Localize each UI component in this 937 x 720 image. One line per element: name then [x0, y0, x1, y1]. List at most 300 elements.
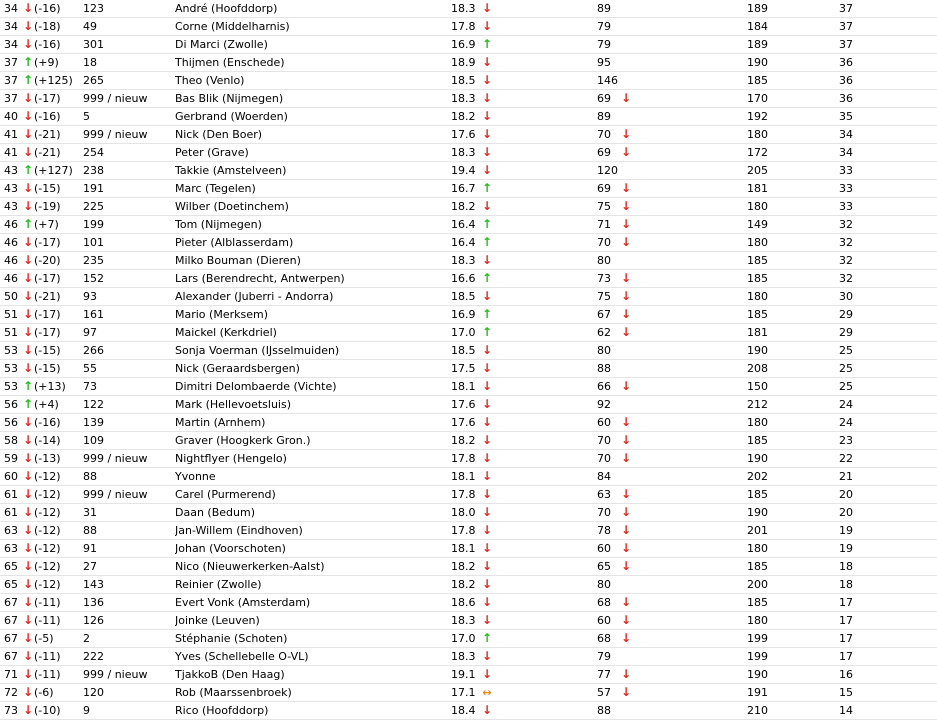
rank-position: 53	[4, 342, 22, 360]
arrow-down-icon: ↓	[23, 361, 34, 375]
previous-rank: 122	[83, 396, 175, 414]
arrow-up-icon: ↑	[482, 235, 493, 249]
stat-value: 67	[597, 306, 621, 324]
stat-value: 60	[597, 612, 621, 630]
table-row	[0, 144, 937, 162]
score-value: 18.2	[451, 432, 482, 450]
previous-rank: 31	[83, 504, 175, 522]
rank-change: (-16)	[34, 0, 83, 18]
arrow-up-icon: ↑	[482, 307, 493, 321]
table-row	[0, 108, 937, 126]
rank-trend	[22, 162, 34, 180]
arrow-down-icon: ↓	[23, 289, 34, 303]
player-name: Nick (Den Boer)	[175, 126, 451, 144]
score-value: 17.8	[451, 486, 482, 504]
arrow-down-icon: ↓	[482, 541, 493, 555]
score-trend	[482, 450, 597, 468]
player-name: Joinke (Leuven)	[175, 612, 451, 630]
arrow-down-icon: ↓	[482, 289, 493, 303]
table-row	[0, 90, 937, 108]
rank-change: (-14)	[34, 432, 83, 450]
rank-change: (-20)	[34, 252, 83, 270]
score-value: 18.3	[451, 0, 482, 18]
stat-trend	[621, 306, 747, 324]
points-value: 37	[839, 36, 937, 54]
stat-value: 77	[597, 666, 621, 684]
stat-value: 75	[597, 198, 621, 216]
score-trend	[482, 342, 597, 360]
arrow-down-icon: ↓	[23, 1, 34, 15]
score-trend	[482, 126, 597, 144]
height-value: 180	[747, 612, 839, 630]
score-value: 18.9	[451, 54, 482, 72]
height-value: 185	[747, 252, 839, 270]
score-value: 17.8	[451, 522, 482, 540]
table-row	[0, 486, 937, 504]
previous-rank: 999 / nieuw	[83, 450, 175, 468]
arrow-down-icon: ↓	[23, 415, 34, 429]
stat-trend	[621, 0, 747, 18]
height-value: 185	[747, 306, 839, 324]
points-value: 17	[839, 594, 937, 612]
table-row	[0, 342, 937, 360]
player-name: Corne (Middelharnis)	[175, 18, 451, 36]
arrow-down-icon: ↓	[621, 433, 632, 447]
rank-position: 46	[4, 252, 22, 270]
player-name: Takkie (Amstelveen)	[175, 162, 451, 180]
rank-position: 51	[4, 306, 22, 324]
previous-rank: 254	[83, 144, 175, 162]
rank-position: 43	[4, 162, 22, 180]
stat-value: 60	[597, 540, 621, 558]
arrow-down-icon: ↓	[482, 109, 493, 123]
arrow-down-icon: ↓	[621, 289, 632, 303]
rank-change: (-17)	[34, 324, 83, 342]
rank-change: (-21)	[34, 126, 83, 144]
score-value: 18.5	[451, 288, 482, 306]
player-name: Sonja Voerman (IJsselmuiden)	[175, 342, 451, 360]
rank-change: (+127)	[34, 162, 83, 180]
previous-rank: 93	[83, 288, 175, 306]
arrow-down-icon: ↓	[23, 271, 34, 285]
rank-change: (-12)	[34, 558, 83, 576]
arrow-down-icon: ↓	[482, 487, 493, 501]
points-value: 36	[839, 72, 937, 90]
player-name: André (Hoofddorp)	[175, 0, 451, 18]
table-row	[0, 198, 937, 216]
rank-trend	[22, 324, 34, 342]
arrow-down-icon: ↓	[482, 199, 493, 213]
score-trend	[482, 522, 597, 540]
previous-rank: 235	[83, 252, 175, 270]
rank-trend	[22, 378, 34, 396]
rank-trend	[22, 594, 34, 612]
points-value: 34	[839, 144, 937, 162]
score-trend	[482, 288, 597, 306]
arrow-down-icon: ↓	[621, 307, 632, 321]
previous-rank: 126	[83, 612, 175, 630]
arrow-down-icon: ↓	[621, 613, 632, 627]
rank-position: 65	[4, 558, 22, 576]
table-row	[0, 450, 937, 468]
table-row	[0, 540, 937, 558]
arrow-down-icon: ↓	[621, 91, 632, 105]
stat-value: 70	[597, 234, 621, 252]
previous-rank: 999 / nieuw	[83, 666, 175, 684]
arrow-down-icon: ↓	[23, 487, 34, 501]
arrow-down-icon: ↓	[482, 469, 493, 483]
rank-trend	[22, 450, 34, 468]
stat-trend	[621, 324, 747, 342]
score-trend	[482, 270, 597, 288]
rank-trend	[22, 684, 34, 702]
table-row	[0, 630, 937, 648]
arrow-down-icon: ↓	[621, 595, 632, 609]
table-row	[0, 252, 937, 270]
arrow-down-icon: ↓	[482, 145, 493, 159]
table-row	[0, 54, 937, 72]
table-row	[0, 594, 937, 612]
score-value: 17.8	[451, 18, 482, 36]
stat-value: 73	[597, 270, 621, 288]
player-name: Johan (Voorschoten)	[175, 540, 451, 558]
arrow-down-icon: ↓	[23, 91, 34, 105]
score-value: 17.6	[451, 126, 482, 144]
stat-value: 78	[597, 522, 621, 540]
rank-position: 60	[4, 468, 22, 486]
rank-trend	[22, 666, 34, 684]
previous-rank: 27	[83, 558, 175, 576]
stat-trend	[621, 576, 747, 594]
arrow-down-icon: ↓	[23, 703, 34, 717]
stat-trend	[621, 234, 747, 252]
arrow-down-icon: ↓	[23, 307, 34, 321]
height-value: 208	[747, 360, 839, 378]
rank-trend	[22, 288, 34, 306]
previous-rank: 152	[83, 270, 175, 288]
rank-change: (-15)	[34, 342, 83, 360]
arrow-down-icon: ↓	[23, 595, 34, 609]
stat-trend	[621, 702, 747, 720]
score-trend	[482, 504, 597, 522]
points-value: 32	[839, 216, 937, 234]
player-name: Pieter (Alblasserdam)	[175, 234, 451, 252]
rank-change: (-13)	[34, 450, 83, 468]
stat-value: 120	[597, 162, 621, 180]
previous-rank: 97	[83, 324, 175, 342]
score-trend	[482, 162, 597, 180]
arrow-down-icon: ↓	[23, 127, 34, 141]
player-name: Nico (Nieuwerkerken-Aalst)	[175, 558, 451, 576]
height-value: 190	[747, 504, 839, 522]
score-value: 17.0	[451, 630, 482, 648]
previous-rank: 999 / nieuw	[83, 126, 175, 144]
table-row	[0, 396, 937, 414]
rank-trend	[22, 54, 34, 72]
rank-trend	[22, 504, 34, 522]
score-value: 19.1	[451, 666, 482, 684]
rank-change: (-19)	[34, 198, 83, 216]
stat-trend	[621, 450, 747, 468]
rank-position: 61	[4, 504, 22, 522]
arrow-down-icon: ↓	[23, 253, 34, 267]
player-name: TjakkoB (Den Haag)	[175, 666, 451, 684]
arrow-up-icon: ↑	[482, 37, 493, 51]
score-trend	[482, 72, 597, 90]
rank-position: 53	[4, 360, 22, 378]
arrow-up-icon: ↑	[482, 181, 493, 195]
previous-rank: 123	[83, 0, 175, 18]
stat-value: 88	[597, 360, 621, 378]
stat-value: 70	[597, 450, 621, 468]
score-trend	[482, 414, 597, 432]
height-value: 170	[747, 90, 839, 108]
stat-value: 70	[597, 432, 621, 450]
points-value: 24	[839, 396, 937, 414]
previous-rank: 139	[83, 414, 175, 432]
arrow-down-icon: ↓	[621, 127, 632, 141]
points-value: 24	[839, 414, 937, 432]
arrow-down-icon: ↓	[23, 109, 34, 123]
rank-trend	[22, 216, 34, 234]
previous-rank: 191	[83, 180, 175, 198]
player-name: Yves (Schellebelle O-VL)	[175, 648, 451, 666]
arrow-down-icon: ↓	[482, 523, 493, 537]
stat-trend	[621, 54, 747, 72]
arrow-down-icon: ↓	[482, 163, 493, 177]
table-row	[0, 468, 937, 486]
stat-value: 79	[597, 36, 621, 54]
height-value: 172	[747, 144, 839, 162]
points-value: 22	[839, 450, 937, 468]
stat-trend	[621, 270, 747, 288]
player-name: Lars (Berendrecht, Antwerpen)	[175, 270, 451, 288]
stat-value: 68	[597, 594, 621, 612]
arrow-up-icon: ↑	[23, 397, 34, 411]
rank-trend	[22, 630, 34, 648]
rank-trend	[22, 360, 34, 378]
rank-position: 67	[4, 612, 22, 630]
player-name: Thijmen (Enschede)	[175, 54, 451, 72]
table-row	[0, 288, 937, 306]
player-name: Marc (Tegelen)	[175, 180, 451, 198]
stat-trend	[621, 648, 747, 666]
points-value: 30	[839, 288, 937, 306]
arrow-down-icon: ↓	[23, 469, 34, 483]
previous-rank: 18	[83, 54, 175, 72]
previous-rank: 238	[83, 162, 175, 180]
score-value: 16.6	[451, 270, 482, 288]
stat-value: 79	[597, 648, 621, 666]
stat-value: 63	[597, 486, 621, 504]
stat-value: 62	[597, 324, 621, 342]
arrow-down-icon: ↓	[621, 379, 632, 393]
arrow-up-icon: ↑	[23, 55, 34, 69]
stat-value: 80	[597, 576, 621, 594]
player-name: Theo (Venlo)	[175, 72, 451, 90]
score-trend	[482, 540, 597, 558]
arrow-down-icon: ↓	[482, 595, 493, 609]
arrow-down-icon: ↓	[621, 181, 632, 195]
player-name: Bas Blik (Nijmegen)	[175, 90, 451, 108]
table-row	[0, 378, 937, 396]
stat-trend	[621, 252, 747, 270]
rank-position: 56	[4, 396, 22, 414]
rank-position: 34	[4, 0, 22, 18]
score-value: 16.4	[451, 216, 482, 234]
score-trend	[482, 666, 597, 684]
rank-trend	[22, 72, 34, 90]
score-value: 17.6	[451, 396, 482, 414]
table-row	[0, 684, 937, 702]
previous-rank: 9	[83, 702, 175, 720]
height-value: 199	[747, 630, 839, 648]
points-value: 21	[839, 468, 937, 486]
stat-trend	[621, 90, 747, 108]
table-row	[0, 702, 937, 720]
height-value: 180	[747, 540, 839, 558]
height-value: 205	[747, 162, 839, 180]
stat-value: 84	[597, 468, 621, 486]
stat-trend	[621, 378, 747, 396]
stat-trend	[621, 414, 747, 432]
score-trend	[482, 396, 597, 414]
rank-trend	[22, 486, 34, 504]
arrow-down-icon: ↓	[621, 145, 632, 159]
rank-trend	[22, 306, 34, 324]
points-value: 33	[839, 180, 937, 198]
score-value: 18.2	[451, 576, 482, 594]
stat-trend	[621, 18, 747, 36]
arrow-down-icon: ↓	[482, 451, 493, 465]
points-value: 23	[839, 432, 937, 450]
arrow-down-icon: ↓	[621, 631, 632, 645]
height-value: 199	[747, 648, 839, 666]
rank-trend	[22, 270, 34, 288]
previous-rank: 266	[83, 342, 175, 360]
score-trend	[482, 0, 597, 18]
height-value: 185	[747, 594, 839, 612]
stat-trend	[621, 360, 747, 378]
previous-rank: 999 / nieuw	[83, 90, 175, 108]
arrow-down-icon: ↓	[482, 1, 493, 15]
height-value: 202	[747, 468, 839, 486]
arrow-down-icon: ↓	[482, 127, 493, 141]
rank-change: (-11)	[34, 612, 83, 630]
score-trend	[482, 702, 597, 720]
table-row	[0, 270, 937, 288]
rank-trend	[22, 252, 34, 270]
score-trend	[482, 594, 597, 612]
player-name: Dimitri Delombaerde (Vichte)	[175, 378, 451, 396]
points-value: 33	[839, 162, 937, 180]
points-value: 17	[839, 648, 937, 666]
arrow-up-icon: ↑	[482, 631, 493, 645]
stat-value: 70	[597, 126, 621, 144]
table-row	[0, 306, 937, 324]
arrow-down-icon: ↓	[23, 181, 34, 195]
stat-value: 146	[597, 72, 621, 90]
arrow-down-icon: ↓	[621, 523, 632, 537]
rank-change: (-11)	[34, 648, 83, 666]
arrow-down-icon: ↓	[23, 325, 34, 339]
arrow-down-icon: ↓	[23, 505, 34, 519]
previous-rank: 55	[83, 360, 175, 378]
height-value: 185	[747, 558, 839, 576]
previous-rank: 88	[83, 468, 175, 486]
stat-value: 92	[597, 396, 621, 414]
table-row	[0, 234, 937, 252]
previous-rank: 143	[83, 576, 175, 594]
arrow-up-icon: ↑	[23, 379, 34, 393]
arrow-down-icon: ↓	[23, 523, 34, 537]
previous-rank: 120	[83, 684, 175, 702]
height-value: 212	[747, 396, 839, 414]
stat-trend	[621, 72, 747, 90]
height-value: 185	[747, 486, 839, 504]
score-trend	[482, 144, 597, 162]
points-value: 29	[839, 324, 937, 342]
rank-position: 41	[4, 144, 22, 162]
score-value: 18.1	[451, 540, 482, 558]
arrow-down-icon: ↓	[23, 451, 34, 465]
rank-change: (-11)	[34, 594, 83, 612]
height-value: 180	[747, 234, 839, 252]
table-row	[0, 612, 937, 630]
player-name: Reinier (Zwolle)	[175, 576, 451, 594]
previous-rank: 101	[83, 234, 175, 252]
rank-position: 58	[4, 432, 22, 450]
stat-value: 89	[597, 108, 621, 126]
arrow-down-icon: ↓	[482, 505, 493, 519]
arrow-down-icon: ↓	[23, 685, 34, 699]
rank-trend	[22, 108, 34, 126]
score-trend	[482, 180, 597, 198]
arrow-down-icon: ↓	[621, 559, 632, 573]
score-trend	[482, 324, 597, 342]
stat-value: 65	[597, 558, 621, 576]
height-value: 180	[747, 288, 839, 306]
score-value: 18.3	[451, 144, 482, 162]
table-row	[0, 522, 937, 540]
points-value: 35	[839, 108, 937, 126]
stat-value: 75	[597, 288, 621, 306]
rank-change: (-17)	[34, 306, 83, 324]
player-name: Rico (Hoofddorp)	[175, 702, 451, 720]
rank-change: (-16)	[34, 414, 83, 432]
height-value: 185	[747, 270, 839, 288]
rank-position: 67	[4, 630, 22, 648]
rank-position: 67	[4, 594, 22, 612]
rank-position: 72	[4, 684, 22, 702]
arrow-down-icon: ↓	[482, 379, 493, 393]
points-value: 15	[839, 684, 937, 702]
rank-trend	[22, 648, 34, 666]
score-trend	[482, 234, 597, 252]
previous-rank: 265	[83, 72, 175, 90]
stat-value: 68	[597, 630, 621, 648]
score-value: 18.3	[451, 252, 482, 270]
stat-trend	[621, 630, 747, 648]
arrow-up-icon: ↑	[23, 73, 34, 87]
arrow-left-right-icon: ↔	[482, 686, 492, 699]
height-value: 189	[747, 0, 839, 18]
score-trend	[482, 360, 597, 378]
stat-trend	[621, 198, 747, 216]
arrow-down-icon: ↓	[621, 487, 632, 501]
stat-trend	[621, 540, 747, 558]
stat-trend	[621, 396, 747, 414]
